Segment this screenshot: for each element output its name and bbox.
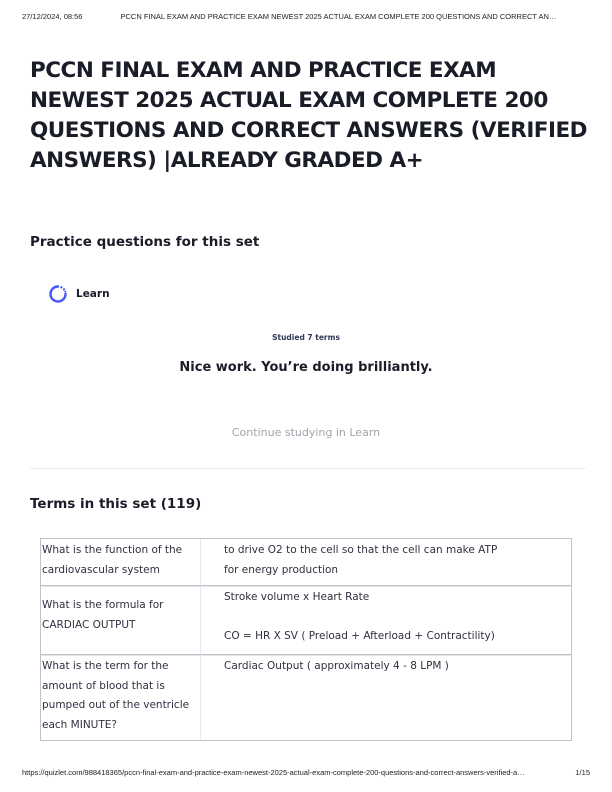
answer-line: Cardiac Output ( approximately 4 - 8 LPM ) xyxy=(224,660,449,672)
terms-heading: Terms in this set (119) xyxy=(30,496,202,512)
encouragement-message: Nice work. You’re doing brilliantly. xyxy=(179,360,433,375)
learn-mode-button[interactable] xyxy=(48,284,110,304)
answer-line: to drive O2 to the cell so that the cell can make ATP xyxy=(224,544,498,556)
term-answer xyxy=(201,586,571,654)
table-row xyxy=(41,539,571,585)
print-doc-title: PCCN FINAL EXAM AND PRACTICE EXAM NEWEST 2025 ACTUAL EXAM COMPLETE 200 QUESTIONS AND CORRECT AN… xyxy=(120,12,557,21)
continue-learn-link[interactable]: Continue studying in Learn xyxy=(231,426,381,439)
answer-line: for energy production xyxy=(224,563,339,576)
table-row xyxy=(41,654,571,740)
page-title: PCCN FINAL EXAM AND PRACTICE EXAM NEWEST 2025 ACTUAL EXAM COMPLETE 200 QUESTIONS AND CORRECT ANSWERS (VERIFIED ANSWERS) |ALREADY GRADED A+ xyxy=(30,58,588,173)
learn-progress-icon xyxy=(48,284,68,304)
print-header xyxy=(22,12,590,21)
answer-line: Stroke volume x Heart Rate xyxy=(224,591,370,603)
term-question: What is the function of the cardiovascular system xyxy=(41,539,201,585)
answer-spacer xyxy=(224,608,567,627)
print-page-number: 1/15 xyxy=(575,768,590,777)
term-answer xyxy=(201,655,571,740)
answer-line: CO = HR X SV ( Preload + Afterload + Contractility) xyxy=(224,629,495,642)
print-datetime: 27/12/2024, 08:56 xyxy=(22,12,83,21)
print-footer xyxy=(22,768,590,777)
print-url: https://quizlet.com/988418365/pccn-final-exam-and-practice-exam-newest-2025-actual-exam-complete-200-questions-and-correct-answers-verified-a… xyxy=(22,768,525,777)
table-row xyxy=(41,585,571,654)
studied-count: Studied 7 terms xyxy=(272,333,340,342)
learn-label: Learn xyxy=(76,288,110,300)
section-divider xyxy=(30,468,586,469)
practice-heading: Practice questions for this set xyxy=(30,234,260,250)
term-question: What is the term for the amount of blood that is pumped out of the ventricle each MINUTE? xyxy=(41,655,201,740)
term-answer xyxy=(201,539,571,585)
terms-table xyxy=(40,538,572,741)
term-question: What is the formula for CARDIAC OUTPUT xyxy=(41,586,201,654)
